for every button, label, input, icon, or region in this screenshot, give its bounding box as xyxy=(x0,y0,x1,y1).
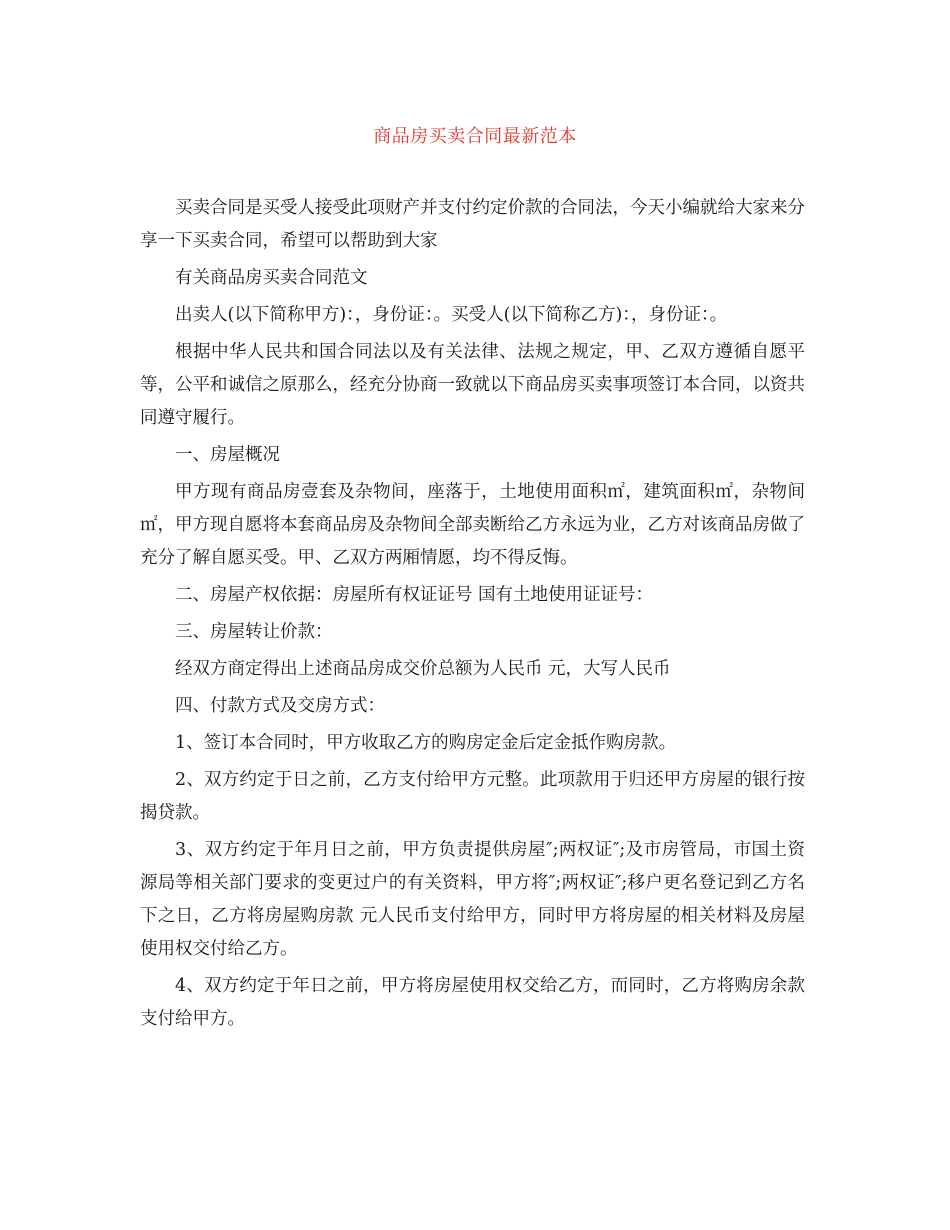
paragraph-subtitle: 有关商品房买卖合同范文 xyxy=(175,268,368,288)
section-heading-transfer-price: 三、房屋转让价款： xyxy=(175,622,333,642)
document-body xyxy=(140,192,805,1040)
clause-4: 4、双方约定于年日之前，甲方将房屋使用权交给乙方，而同时，乙方将购房余款 支付给甲方。 xyxy=(140,976,805,1029)
clause-1: 1、签订本合同时，甲方收取乙方的购房定金后定金抵作购房款。 xyxy=(175,733,677,753)
clause-2: 2、双方约定于日之前，乙方支付给甲方元整。此项款用于归还甲方房屋的银行按揭贷款。 xyxy=(140,770,805,823)
document-title: 商品房买卖合同最新范本 xyxy=(373,126,577,147)
paragraph-basis: 根据中华人民共和国合同法以及有关法律、法规之规定，甲、乙双方遵循自愿平等，公平和诚信之原那么，经充分协商一致就以下商品房买卖事项签订本合同，以资共同遵守履行。 xyxy=(140,342,805,428)
section-heading-payment: 四、付款方式及交房方式： xyxy=(175,696,385,716)
section-heading-property-right: 二、房屋产权依据：房屋所有权证证号 国有土地使用证证号： xyxy=(175,585,654,605)
paragraph-parties: 出卖人(以下简称甲方)：，身份证：。买受人(以下简称乙方)：，身份证：。 xyxy=(175,305,728,325)
paragraph-house-overview: 甲方现有商品房壹套及杂物间，座落于，土地使用面积㎡，建筑面积㎡，杂物间㎡，甲方现自愿将本套商品房及杂物间全部卖断给乙方永远为业，乙方对该商品房做了充分了解自愿买受。甲、乙双方两厢情愿，均不得反悔。 xyxy=(140,482,805,568)
clause-3: 3、双方约定于年月日之前，甲方负责提供房屋″;两权证″;及市房管局，市国土资源局等相关部门要求的变更过户的有关资料，甲方将″;两权证″;移户更名登记到乙方名下之日，乙方将房屋购房款 元人民币支付给甲方，同时甲方将房屋的相关材料及房屋使用权交付给乙方。 xyxy=(140,840,805,959)
paragraph-intro: 买卖合同是买受人接受此项财产并支付约定价款的合同法，今天小编就给大家来分享一下买卖合同，希望可以帮助到大家 xyxy=(140,198,805,251)
paragraph-transfer-price: 经双方商定得出上述商品房成交价总额为人民币 元，大写人民币 xyxy=(175,659,671,679)
section-heading-house-overview: 一、房屋概况 xyxy=(175,445,280,465)
